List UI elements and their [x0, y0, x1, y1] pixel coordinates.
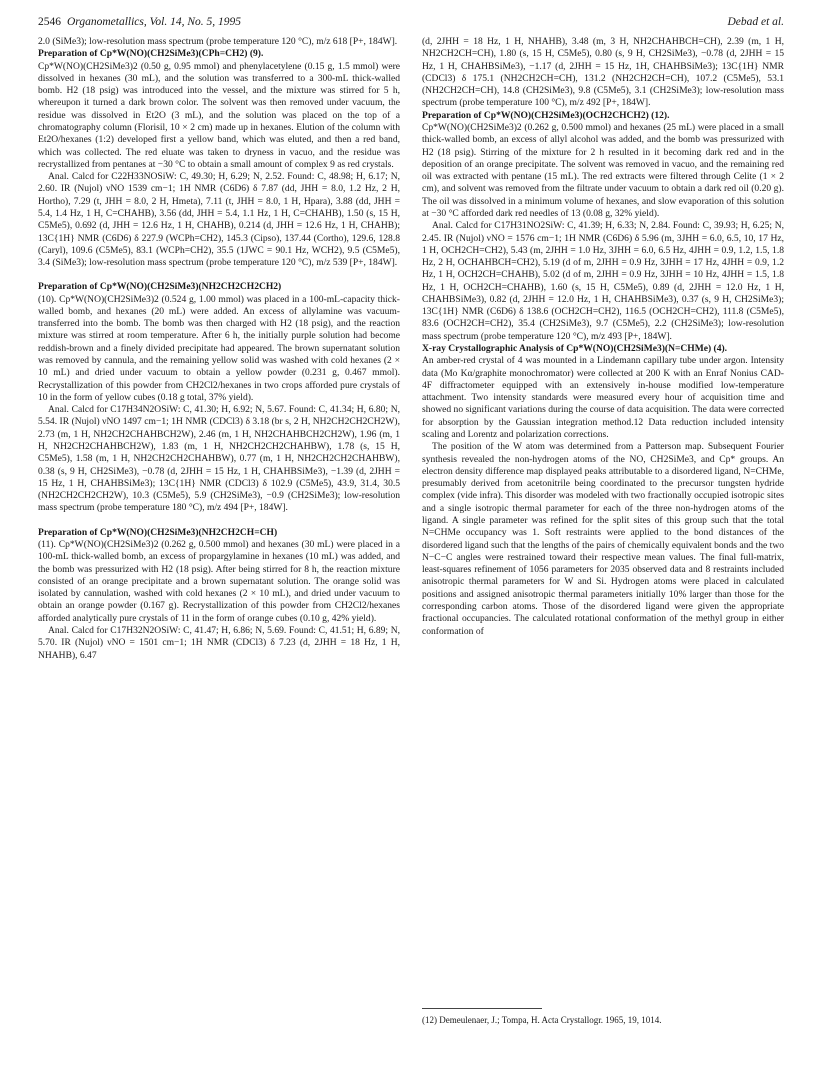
paragraph-gap [38, 515, 400, 527]
footnote-rule [422, 1008, 542, 1009]
footnote: (12) Demeulenaer, J.; Tompa, H. Acta Crystallogr. 1965, 19, 1014. [422, 1015, 662, 1025]
body-paragraph: (11). Cp*W(NO)(CH2SiMe3)2 (0.262 g, 0.500 mmol) and hexanes (30 mL) were placed in a 100-mL thick-walled bomb, an excess of propargylamine in hexanes (10 mL) was added, and the bomb was pressurized with H2 (18 psig). After being stirred for 8 h, the reaction mixture consisted of an orange precipitate and a brown supernatant solution. The orange solid was isolated by cannulation, washed with cold hexanes (2 × 10 mL), and dried under vacuum to obtain an orange powder (0.167 g). Recrystallization of this powder from CH2Cl2/hexanes afforded analytically pure crystals of 11 in the form of orange cubes (0.10 g, 42% yield). [38, 538, 400, 624]
body-paragraph: Cp*W(NO)(CH2SiMe3)2 (0.262 g, 0.500 mmol) and hexanes (25 mL) were placed in a small thick-walled bomb, an excess of allyl alcohol was added, and the bomb was pressurized with H2 (18 psig). Stirring of the mixture for 2 h resulted in it becoming dark red and in the deposition of an orange precipitate. The solvent was removed in vacuo, and the remaining red oil was extracted with pentane (15 mL). The red extracts were filtered through Celite (1 × 2 cm), and solvent was removed from the filtrate under vacuum to obtain a dark red oil (0.20 g). The oil was dissolved in a minimum volume of hexanes, and slow evaporation of this solution at −30 °C afforded dark red needles of 13 (0.08 g, 32% yield). [422, 121, 784, 219]
body-paragraph: (d, 2JHH = 18 Hz, 1 H, NHAHB), 3.48 (m, 3 H, NH2CHAHBCH=CH), 2.39 (m, 1 H, NH2CH2CH=CH), 1.80 (s, 15 H, C5Me5), 0.80 (s, 9 H, CH2SiMe3), −0.78 (d, 2JHH = 15 Hz, 1 H, CHAHBSiMe3), −1.17 (d, 2JHH = 15 Hz, 1H, CHAHBSiMe3); 13C{1H} NMR (CDCl3) δ 175.1 (NH2CH2CH=CH), 131.2 (NH2CH2CH=CH), 107.2 (C5Me5), 53.1 (NH2CH2CH=CH), 14.8 (CH2SiMe3), 9.8 (C5Me5), 3.1 (CH2SiMe3); low-resolution mass spectrum (probe temperature 100 °C), m/z 492 [P+, 184W]. [422, 36, 784, 109]
body-paragraph: (10). Cp*W(NO)(CH2SiMe3)2 (0.524 g, 1.00 mmol) was placed in a 100-mL-capacity thick-walled bomb, and hexanes (20 mL) were added. An excess of allylamine was vacuum-transferred into the bomb. The bomb was then charged with H2 (18 psig), and the reaction mixture was stirred at room temperature. After 6 h, the initially purple solution had become reddish-brown and a finely divided precipitate had appeared. The brown supernatant solution was removed by cannula, and the remaining yellow solid was washed with cold hexanes (2 × 10 mL) and dried under vacuum to obtain a yellow powder (0.231 g, 0.467 mmol). Recrystallization of this powder from CH2Cl2/hexanes in two crops afforded pure crystals of 10 in the form of yellow cubes (0.18 g total, 37% yield). [38, 293, 400, 403]
body-paragraph: Anal. Calcd for C22H33NOSiW: C, 49.30; H, 6.29; N, 2.52. Found: C, 48.98; H, 6.17; N, 2.60. IR (Nujol) νNO 1539 cm−1; 1H NMR (C6D6) δ 7.87 (dd, JHH = 8.0, 1.2 Hz, 2 H, Hortho), 7.29 (t, JHH = 8.0, 2 H, Hmeta), 7.11 (t, JHH = 8.0, 1 H, Hpara), 3.88 (dd, JHH = 5.4, 1.4 Hz, 1 H, C=CHAHB), 3.56 (dd, JHH = 5.4, 1.1 Hz, 1 H, C=CHAHB), 1.50 (s, 15 H, C5Me5), 0.692 (d, JHH = 12.6 Hz, 1 H, CHAHB), 0.214 (d, JHH = 12.6 Hz, 1 H, CHAHB); 13C{1H} NMR (C6D6) δ 227.9 (WCPh=CH2), 145.3 (Cipso), 137.44 (Cortho), 129.6, 128.8 (Caryl), 109.6 (C5Me5), 83.1 (WCPh=CH2), 35.5 (1JWC = 90.1 Hz, WCH2), 9.5 (C5Me5), 3.4 (SiMe3); low-resolution mass spectrum (probe temperature 120 °C), m/z 539 [P+, 184W]. [38, 171, 400, 269]
section-heading: Preparation of Cp*W(NO)(CH2SiMe3)(OCH2CHCH2) (12). [422, 109, 670, 121]
header-left [38, 16, 241, 28]
body-paragraph: An amber-red crystal of 4 was mounted in a Lindemann capillary tube under argon. Intensity data (Mo Kα/graphite monochromator) were collected at 200 K with an Enraf Nonius CAD-4F diffractometer equipped with an extensively in-house modified low-temperature attachment. Two intensity standards were measured every hour of acquisition time and showed no significant variations during the course of data acquisition. The data were corrected for absorption by the Gaussian integration method.12 Data reduction included intensity scaling and Lorentz and polarization corrections. [422, 355, 784, 440]
body-paragraph: Anal. Calcd for C17H32N2OSiW: C, 41.47; H, 6.86; N, 5.69. Found: C, 41.51; H, 6.89; N, 5.70. IR (Nujol) νNO = 1501 cm−1; 1H NMR (CDCl3) δ 7.23 (d, 2JHH = 18 Hz, 1 H, NHAHB), 6.47 [38, 624, 400, 661]
section-heading: X-ray Crystallographic Analysis of Cp*W(NO)(CH2SiMe3)(N=CHMe) (4). [422, 343, 728, 355]
running-header [38, 16, 784, 34]
paragraph-gap [38, 269, 400, 281]
section-heading: Preparation of Cp*W(NO)(CH2SiMe3)(NH2CH2CH=CH) [38, 526, 278, 538]
left-column [38, 36, 400, 662]
journal-citation: Organometallics, Vol. 14, No. 5, 1995 [67, 16, 241, 28]
body-paragraph: 2.0 (SiMe3); low-resolution mass spectrum (probe temperature 120 °C), m/z 618 [P+, 184W]. [38, 36, 398, 47]
section-heading: Preparation of Cp*W(NO)(CH2SiMe3)(CPh=CH2) (9). [38, 48, 264, 60]
body-paragraph: Anal. Calcd for C17H31NO2SiW: C, 41.39; H, 6.33; N, 2.84. Found: C, 39.93; H, 6.25; N, 2.45. IR (Nujol) νNO = 1576 cm−1; 1H NMR (C6D6) δ 5.96 (m, 3JHH = 6.0, 6.5, 10, 17 Hz, 1 H, OCH2CH=CH2), 5.43 (m, 2JHH = 1.0 Hz, 3JHH = 6.0, 6.5 Hz, 4JHH = 0.9, 1.2, 1.5, 1.8 Hz, 2 H, OCHAHBCH=CH2), 5.19 (d of m, 2JHH = 0.9 Hz, 3JHH = 17 Hz, 4JHH = 0.9, 1.2 Hz, 1 H, OCH2CH=CHAHB), 5.02 (d of m, 2JHH = 0.9 Hz, 3JHH = 10 Hz, 4JHH = 1.5, 1.8 Hz, 1 H, OCH2CH=CHAHB), 1.60 (s, 15 H, C5Me5), 0.89 (d, 2JHH = 12.0 Hz, 1 H, CHAHBSiMe3), 0.82 (d, 2JHH = 12.0 Hz, 1 H, CHAHBSiMe3), 0.37 (s, 9 H, CH2SiMe3); 13C{1H} NMR (C6D6) δ 138.6 (OCH2CH=CH2), 116.5 (OCH2CH=CH2), 111.8 (C5Me5), 83.6 (OCH2CH=CH2), 35.4 (CH2SiMe3), 9.7 (C5Me5), 2.2 (CH2SiMe3); low-resolution mass spectrum (probe temperature 120 °C), m/z 493 [P+, 184W]. [422, 220, 784, 342]
body-paragraph: Cp*W(NO)(CH2SiMe3)2 (0.50 g, 0.95 mmol) and phenylacetylene (0.15 g, 1.5 mmol) were dissolved in hexanes (30 mL), and the solution was transferred to a 300-mL thick-walled bomb. H2 (18 psig) was introduced into the vessel, and the mixture was stirred for 5 h, whereupon it turned a dark brown color. The solvent was then removed under vacuum, the residue was dissolved in Et2O (3 mL), and the solution was placed on the top of a chromatography column (Florisil, 10 × 2 cm) made up in hexanes. Elution of the column with Et2O/hexanes (1:2) developed first a yellow band, which was eluted, and then a red band, which was collected. The red eluate was taken to dryness in vacuo, and the residue was recrystallized from pentanes at −30 °C to obtain a small amount of complex 9 as red crystals. [38, 60, 400, 170]
right-column [422, 36, 784, 638]
section-heading: Preparation of Cp*W(NO)(CH2SiMe3)(NH2CH2CH2CH2) [38, 281, 282, 293]
header-authors: Debad et al. [727, 16, 784, 28]
body-paragraph: The position of the W atom was determined from a Patterson map. Subsequent Fourier synthesis revealed the non-hydrogen atoms of the NO, CH2SiMe3, and Cp* groups. An electron density difference map displayed peaks attributable to a disordered ligand, N=CHMe, presumably derived from acetonitrile being coordinated to the precursor tungsten hydride complex (vide infra). This disorder was modeled with two fractionally occupied isotropic sites and a single isotropic thermal parameter for each of the three non-hydrogen atoms of the ligand. A single parameter was refined for the split sites of this group such that the total N=CHMe occupancy was 1. Soft restraints were applied to the bond distances of the disordered ligand such that the lengths of the pairs of chemically equivalent bonds and the two N−C−C angles were restrained toward their respective mean values. The final full-matrix, least-squares refinement of 1056 parameters for 2035 observed data and 8 restraints included anisotropic thermal parameters for W and Si. Hydrogen atoms were placed in calculated positions and assigned anisotropic thermal parameters initially 10% larger than those for the corresponding carbon atoms. Those of the disordered ligand were given the appropriate fractional occupancies. The calculated rotational conformation of the methyl group in either conformation of [422, 441, 784, 637]
body-paragraph: Anal. Calcd for C17H34N2OSiW: C, 41.30; H, 6.92; N, 5.67. Found: C, 41.34; H, 6.80; N, 5.54. IR (Nujol) νNO 1497 cm−1; 1H NMR (CDCl3) δ 3.18 (br s, 2 H, NH2CH2CH2CH2W), 2.73 (m, 1 H, NH2CH2CHAHBCH2W), 2.46 (m, 1 H, NH2CHAHBCH2CH2W), 1.96 (m, 1 H, NH2CH2CHAHBCH2W), 1.83 (m, 1 H, NH2CH2CH2CHAHBW), 1.78 (s, 15 H, C5Me5), 1.58 (m, 1 H, NH2CH2CH2CHAHBW), 0.77 (m, 1 H, NH2CH2CH2CHAHBW), 0.38 (s, 9 H, CH2SiMe3), −0.78 (d, 2JHH = 15 Hz, 1 H, CHAHBSiMe3), −1.39 (d, 2JHH = 15 Hz, 1 H, CHAHBSiMe3); 13C{1H} NMR (CDCl3) δ 102.9 (C5Me5), 43.9, 31.4, 30.5 (NH2CH2CH2CH2W), 10.3 (C5Me5), 5.9 (CH2SiMe3), −0.9 (CH2SiMe3); low-resolution mass spectrum (probe temperature 180 °C), m/z 494 [P+, 184W]. [38, 404, 400, 514]
page-number: 2546 [38, 16, 61, 28]
